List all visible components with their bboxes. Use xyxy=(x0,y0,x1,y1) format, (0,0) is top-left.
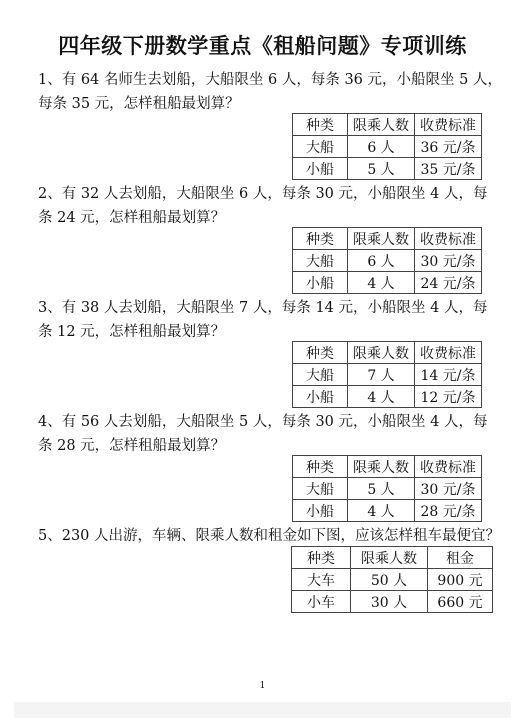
table-header-row xyxy=(292,547,493,569)
question-4-line-2: 条 28 元，怎样租船最划算？ xyxy=(38,438,226,454)
table-cell: 6 人 xyxy=(348,136,415,158)
table-cell: 大船 xyxy=(293,136,348,158)
table-row xyxy=(292,569,493,591)
table-header-cell: 种类 xyxy=(292,547,351,569)
table-cell: 28 元/条 xyxy=(415,500,482,522)
table-header-row xyxy=(293,342,482,364)
table-cell: 30 元/条 xyxy=(415,250,482,272)
question-2-table xyxy=(292,227,482,294)
page-number: 1 xyxy=(259,681,266,691)
table-cell: 4 人 xyxy=(348,272,415,294)
table-header-cell: 收费标准 xyxy=(415,342,482,364)
table-row xyxy=(293,386,482,408)
table-header-cell: 种类 xyxy=(293,342,348,364)
question-3-table xyxy=(292,341,482,408)
table-row xyxy=(293,364,482,386)
table-row xyxy=(293,272,482,294)
table-row xyxy=(293,478,482,500)
table-header-cell: 种类 xyxy=(293,114,348,136)
table-cell: 大车 xyxy=(292,569,351,591)
table-row xyxy=(293,136,482,158)
table-cell: 5 人 xyxy=(348,158,415,180)
table-cell: 6 人 xyxy=(348,250,415,272)
table-header-cell: 限乘人数 xyxy=(348,342,415,364)
table-header-cell: 收费标准 xyxy=(415,228,482,250)
question-1-table xyxy=(292,113,482,180)
table-header-cell: 限乘人数 xyxy=(348,114,415,136)
table-cell: 36 元/条 xyxy=(415,136,482,158)
table-header-row xyxy=(293,456,482,478)
table-cell: 7 人 xyxy=(348,364,415,386)
table-row xyxy=(293,250,482,272)
table-header-cell: 租金 xyxy=(428,547,493,569)
table-header-row xyxy=(293,228,482,250)
table-cell: 小船 xyxy=(293,158,348,180)
table-cell: 30 人 xyxy=(351,591,428,613)
table-row xyxy=(292,591,493,613)
page-title: 四年级下册数学重点《租船问题》专项训练 xyxy=(58,34,467,58)
question-4-line-1: 4、有 56 人去划船，大船限坐 5 人，每条 30 元，小船限坐 4 人，每 xyxy=(38,414,488,430)
table-header-cell: 限乘人数 xyxy=(348,456,415,478)
table-row xyxy=(293,158,482,180)
question-1-line-2: 每条 35 元，怎样租船最划算？ xyxy=(38,96,240,112)
question-2-line-2: 条 24 元，怎样租船最划算？ xyxy=(38,210,226,226)
table-cell: 大船 xyxy=(293,364,348,386)
table-header-cell: 限乘人数 xyxy=(348,228,415,250)
table-row xyxy=(293,500,482,522)
table-cell: 大船 xyxy=(293,250,348,272)
question-5-line-1: 5、230 人出游，车辆、限乘人数和租金如下图，应该怎样租车最便宜？ xyxy=(38,528,501,544)
question-4-table xyxy=(292,455,482,522)
table-header-row xyxy=(293,114,482,136)
question-1-line-1: 1、有 64 名师生去划船，大船限坐 6 人，每条 36 元，小船限坐 5 人， xyxy=(38,72,502,88)
table-cell: 660 元 xyxy=(428,591,493,613)
table-cell: 14 元/条 xyxy=(415,364,482,386)
table-cell: 5 人 xyxy=(348,478,415,500)
table-cell: 大船 xyxy=(293,478,348,500)
table-cell: 24 元/条 xyxy=(415,272,482,294)
question-2-line-1: 2、有 32 人去划船，大船限坐 6 人，每条 30 元，小船限坐 4 人，每 xyxy=(38,186,488,202)
table-header-cell: 种类 xyxy=(293,456,348,478)
table-cell: 12 元/条 xyxy=(415,386,482,408)
table-header-cell: 限乘人数 xyxy=(351,547,428,569)
question-3-line-1: 3、有 38 人去划船，大船限坐 7 人，每条 14 元，小船限坐 4 人，每 xyxy=(38,300,488,316)
table-header-cell: 收费标准 xyxy=(415,456,482,478)
table-cell: 小船 xyxy=(293,386,348,408)
table-cell: 30 元/条 xyxy=(415,478,482,500)
table-cell: 900 元 xyxy=(428,569,493,591)
footer-bar xyxy=(14,702,511,718)
table-header-cell: 种类 xyxy=(293,228,348,250)
table-cell: 35 元/条 xyxy=(415,158,482,180)
table-cell: 小船 xyxy=(293,272,348,294)
table-cell: 4 人 xyxy=(348,386,415,408)
table-cell: 4 人 xyxy=(348,500,415,522)
table-header-cell: 收费标准 xyxy=(415,114,482,136)
question-3-line-2: 条 12 元，怎样租船最划算？ xyxy=(38,324,226,340)
table-cell: 小船 xyxy=(293,500,348,522)
table-cell: 小车 xyxy=(292,591,351,613)
question-5-table xyxy=(291,546,493,613)
table-cell: 50 人 xyxy=(351,569,428,591)
